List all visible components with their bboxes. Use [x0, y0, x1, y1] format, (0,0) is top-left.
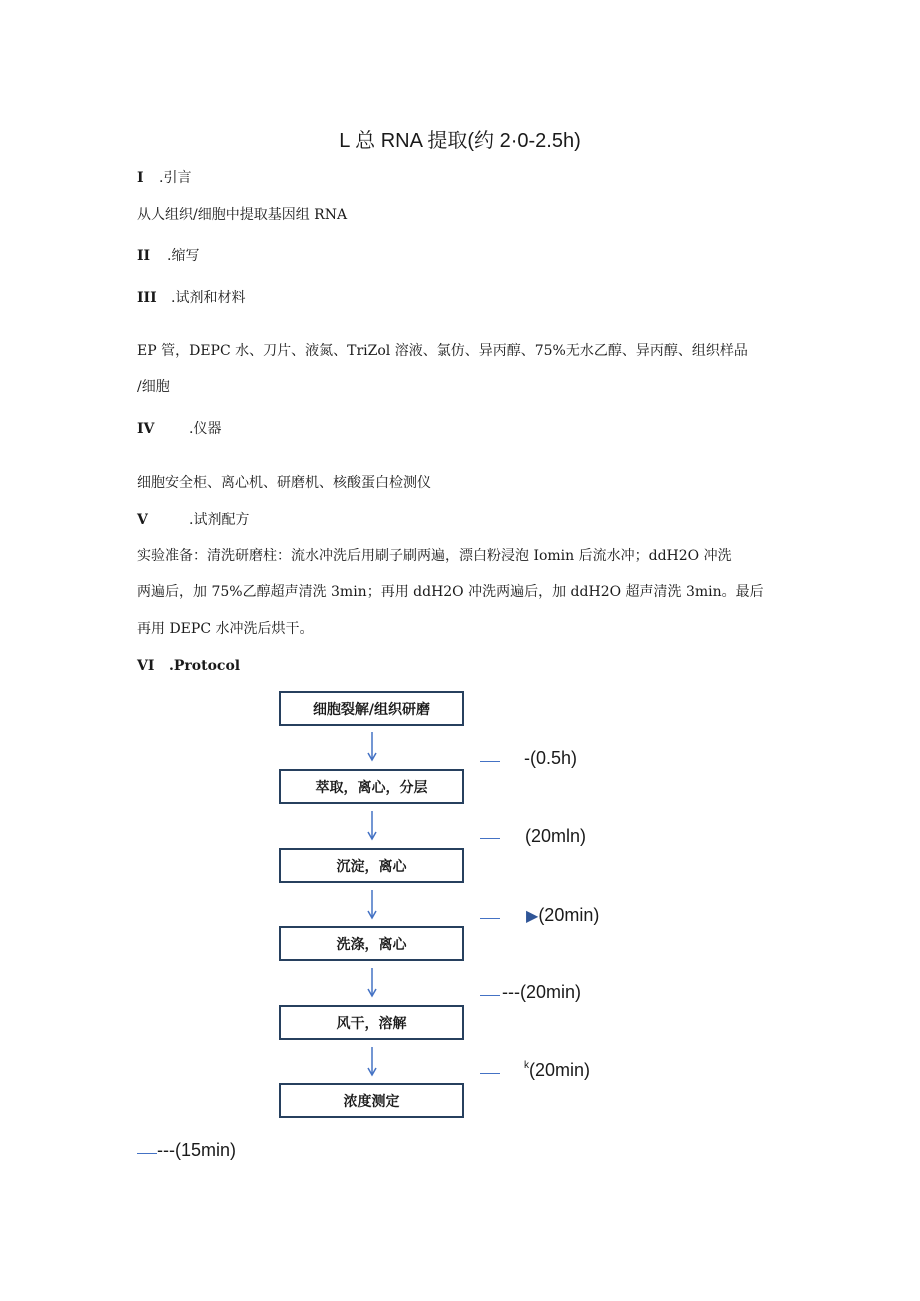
flow-step-measurement: 浓度测定	[279, 1083, 464, 1118]
section-number: III	[137, 290, 157, 306]
section-label: .缩写	[167, 248, 200, 264]
time-value: (15min)	[174, 1140, 236, 1160]
section-heading-instruments	[137, 418, 221, 438]
section-number: II	[137, 248, 151, 264]
time-label-1	[524, 748, 577, 769]
time-prefix: ---	[157, 1140, 175, 1160]
flow-step-washing: 洗涤，离心	[279, 926, 464, 961]
time-dash	[480, 995, 500, 996]
section-number: IV	[137, 421, 155, 437]
instruments-text: 细胞安全柜、离心机、研磨机、核酸蛋白检测仪	[137, 475, 431, 491]
materials-line-1: EP 管，DEPC 水、刀片、液氮、TriZol 溶液、氯仿、异丙醇、75%无水乙醇、异丙醇、组织样品	[137, 343, 748, 359]
time-label-5	[524, 1060, 590, 1081]
flow-arrow-icon	[365, 968, 379, 998]
section-number: I	[137, 170, 144, 186]
time-prefix: ---	[502, 982, 520, 1002]
time-label-3	[526, 905, 599, 926]
intro-text: 从人组织/细胞中提取基因组 RNA	[137, 207, 348, 223]
section-label: .仪器	[189, 421, 222, 437]
section-heading-reagents	[137, 287, 245, 307]
time-value: (0.5h)	[530, 748, 578, 768]
time-value: (20min)	[519, 982, 581, 1002]
flow-arrow-icon	[365, 1047, 379, 1077]
flow-arrow-icon	[365, 811, 379, 841]
page-title: L 总 RNA 提取(约 2·0-2.5h)	[339, 130, 581, 152]
time-dash	[137, 1153, 157, 1154]
section-number: V	[137, 512, 148, 528]
time-value: (20min)	[529, 1060, 591, 1080]
section-heading-formula	[137, 509, 249, 529]
section-label: .Protocol	[169, 658, 241, 674]
time-label-4	[502, 982, 581, 1003]
flow-step-extraction: 萃取，离心，分层	[279, 769, 464, 804]
section-number: VI	[137, 658, 155, 674]
time-label-6	[157, 1140, 236, 1161]
section-heading-abbreviations	[137, 245, 199, 265]
time-dash	[480, 761, 500, 762]
section-heading-protocol	[137, 658, 240, 674]
time-dash	[480, 838, 500, 839]
time-value: (20mln)	[525, 826, 587, 846]
section-label: .引言	[159, 170, 192, 186]
section-heading-intro	[137, 167, 191, 187]
flow-step-drying: 风干，溶解	[279, 1005, 464, 1040]
formula-line-1: 实验准备：清洗研磨柱：流水冲洗后用刷子刷两遍，漂白粉浸泡 Iomin 后流水冲；ddH2O 冲洗	[137, 548, 732, 564]
section-label: .试剂和材料	[171, 290, 246, 306]
flow-step-precipitation: 沉淀，离心	[279, 848, 464, 883]
section-label: .试剂配方	[189, 512, 250, 528]
time-prefix: k	[524, 1060, 529, 1071]
formula-line-3: 再用 DEPC 水冲洗后烘干。	[137, 621, 314, 637]
time-dash	[480, 918, 500, 919]
triangle-arrow-icon: ▶	[526, 908, 539, 925]
flow-arrow-icon	[365, 732, 379, 762]
flow-arrow-icon	[365, 890, 379, 920]
time-label-2	[525, 826, 586, 847]
flow-step-lysis: 细胞裂解/组织研磨	[279, 691, 464, 726]
formula-line-2: 两遍后，加 75%乙醇超声清洗 3min；再用 ddH2O 冲洗两遍后，加 ddH2O 超声清洗 3min。最后	[137, 584, 764, 600]
time-value: (20min)	[538, 905, 600, 925]
time-dash	[480, 1073, 500, 1074]
time-prefix: -	[524, 748, 530, 768]
materials-line-2: /细胞	[137, 379, 170, 395]
